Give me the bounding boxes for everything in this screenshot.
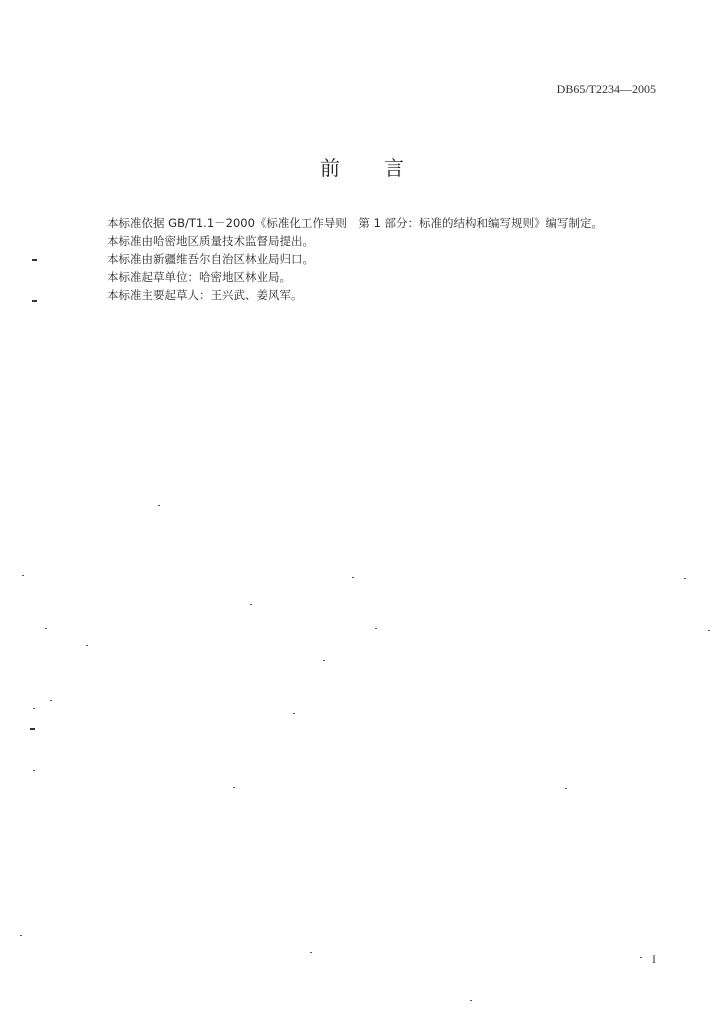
standard-code: DB65/T2234—2005: [556, 82, 656, 96]
scan-speck: [250, 604, 252, 605]
scan-speck: [32, 300, 37, 302]
scan-speck: [50, 700, 52, 701]
scan-speck: [640, 957, 642, 958]
scan-speck: [33, 708, 35, 709]
scan-speck: [293, 713, 295, 714]
scan-speck: [310, 952, 312, 953]
scan-speck: [565, 788, 567, 789]
scan-speck: [86, 645, 88, 646]
scan-speck: [352, 577, 354, 578]
foreword-body: [107, 214, 667, 304]
scan-speck: [30, 728, 35, 730]
paragraph: 本标准由新疆维吾尔自治区林业局归口。: [107, 252, 314, 266]
paragraph: 本标准由哈密地区质量技术监督局提出。: [107, 234, 314, 248]
scan-speck: [33, 770, 35, 771]
scan-speck: [22, 575, 24, 576]
scan-speck: [158, 505, 160, 506]
paragraph: 本标准主要起草人：王兴武、姜风军。: [107, 288, 303, 302]
scan-speck: [233, 787, 235, 788]
paragraph: 本标准起草单位：哈密地区林业局。: [107, 270, 291, 284]
scan-speck: [375, 628, 377, 629]
scan-speck: [20, 935, 22, 936]
paragraph: 本标准依据 GB/T1.1－2000《标准化工作导则 第 1 部分：标准的结构和编写规则》编写制定。: [107, 216, 604, 230]
page-number: I: [652, 952, 656, 966]
scan-speck: [45, 628, 47, 629]
scan-speck: [708, 630, 710, 631]
scan-speck: [323, 660, 325, 661]
scan-speck: [470, 1000, 472, 1001]
scan-speck: [32, 259, 37, 261]
foreword-heading: 前言: [320, 156, 448, 180]
scan-speck: [684, 578, 686, 579]
